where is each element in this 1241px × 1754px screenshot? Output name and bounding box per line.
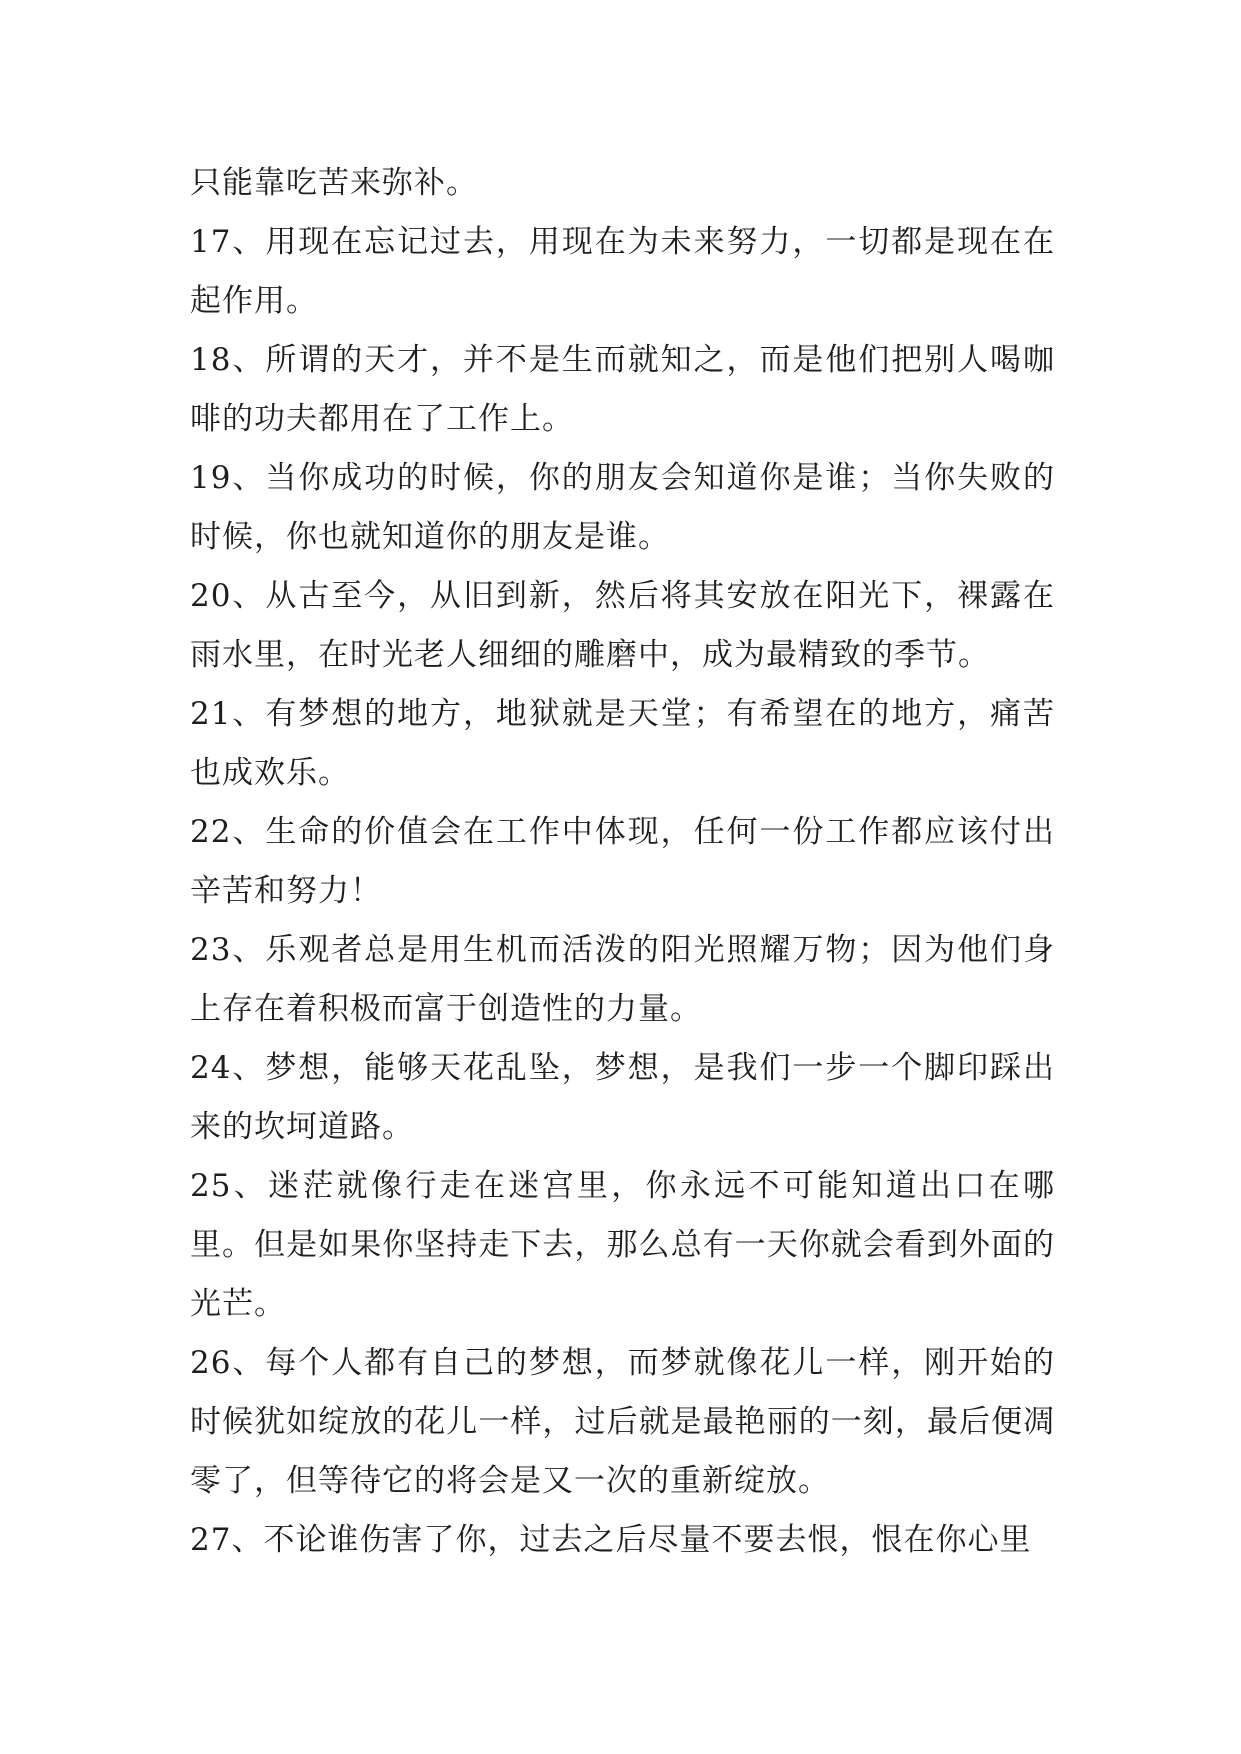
paragraph-fragment: 只能靠吃苦来弥补。 [190,165,478,201]
paragraph-17: 17、用现在忘记过去，用现在为未来努力，一切都是现在在起作用。 [190,224,1055,319]
paragraph-24: 24、梦想，能够天花乱坠，梦想，是我们一步一个脚印踩出来的坎坷道路。 [190,1050,1055,1145]
paragraph-18: 18、所谓的天才，并不是生而就知之，而是他们把别人喝咖啡的功夫都用在了工作上。 [190,342,1055,437]
paragraph-23: 23、乐观者总是用生机而活泼的阳光照耀万物；因为他们身上存在着积极而富于创造性的力量。 [190,932,1055,1027]
paragraph-20: 20、从古至今，从旧到新，然后将其安放在阳光下，裸露在雨水里，在时光老人细细的雕磨中，成为最精致的季节。 [190,578,1055,673]
paragraph-21: 21、有梦想的地方，地狱就是天堂；有希望在的地方，痛苦也成欢乐。 [190,696,1055,791]
paragraph-19: 19、当你成功的时候，你的朋友会知道你是谁；当你失败的时候，你也就知道你的朋友是谁。 [190,460,1055,555]
document-body [190,154,1055,1570]
paragraph-22: 22、生命的价值会在工作中体现，任何一份工作都应该付出辛苦和努力！ [190,814,1055,909]
paragraph-25: 25、迷茫就像行走在迷宫里，你永远不可能知道出口在哪里。但是如果你坚持走下去，那么总有一天你就会看到外面的光芒。 [190,1168,1055,1322]
paragraph-26: 26、每个人都有自己的梦想，而梦就像花儿一样，刚开始的时候犹如绽放的花儿一样，过后就是最艳丽的一刻，最后便凋零了，但等待它的将会是又一次的重新绽放。 [190,1345,1055,1499]
paragraph-27: 27、不论谁伤害了你，过去之后尽量不要去恨，恨在你心里 [190,1522,1032,1558]
